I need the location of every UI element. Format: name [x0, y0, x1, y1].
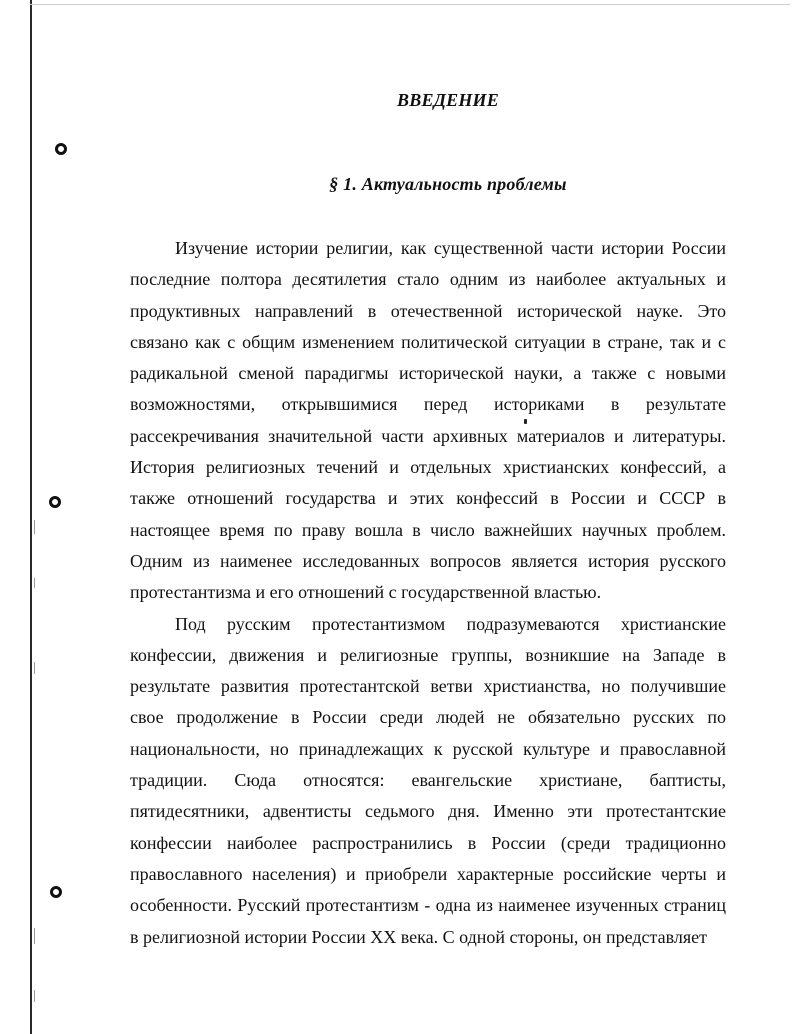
paragraph: Изучение истории религии, как существенной части истории России последние полтора десятилетия стало одним из наиболее актуальных и продуктивных направлений в отечественной исторической науке. Это связано как с общим изменением политической ситуации в стране, так и с радикальной сменой парадигмы исторической науки, а также с новыми возможностями, открывшимися перед историками в результате рассекречивания значительной части архивных материалов и литературы. История религиозных течений и отдельных христианских конфессий, а также отношений государства и этих конфессий в России и СССР в настоящее время по праву вошла в число важнейших научных проблем. Одним из наименее исследованных вопросов является история русского протестантизма и его отношений с государственной властью.	[130, 238, 726, 603]
document-heading: ВВЕДЕНИЕ	[397, 90, 499, 110]
paragraph: Под русским протестантизмом подразумеваются христианские конфессии, движения и религиозные группы, возникшие на Западе в результате развития протестантской ветви христианства, но получившие свое продолжение в России среди людей не обязательно русских по национальности, но принадлежащих к русской культуре и православной традиции. Сюда относятся: евангельские христиане, баптисты, пятидесятники, адвентисты седьмого дня. Именно эти протестантские конфессии наиболее распространились в России (среди традиционно православного населения) и приобрели характерные российские черты и особенности. Русский протестантизм - одна из наименее изученных страниц в религиозной истории России XX века. С одной стороны, он представляет	[130, 613, 726, 947]
margin-scan-mark	[34, 578, 35, 588]
punch-hole-mark	[50, 886, 62, 898]
punch-hole-mark	[55, 143, 67, 155]
margin-scan-mark	[34, 662, 35, 674]
section-title: § 1. Актуальность проблемы	[329, 174, 567, 194]
margin-scan-mark	[34, 990, 35, 1002]
scan-top-edge	[30, 4, 790, 5]
punch-hole-mark	[49, 496, 61, 508]
body-text	[130, 233, 726, 953]
margin-scan-mark	[34, 928, 35, 944]
margin-scan-mark	[34, 520, 35, 534]
scan-left-edge	[30, 0, 32, 1034]
